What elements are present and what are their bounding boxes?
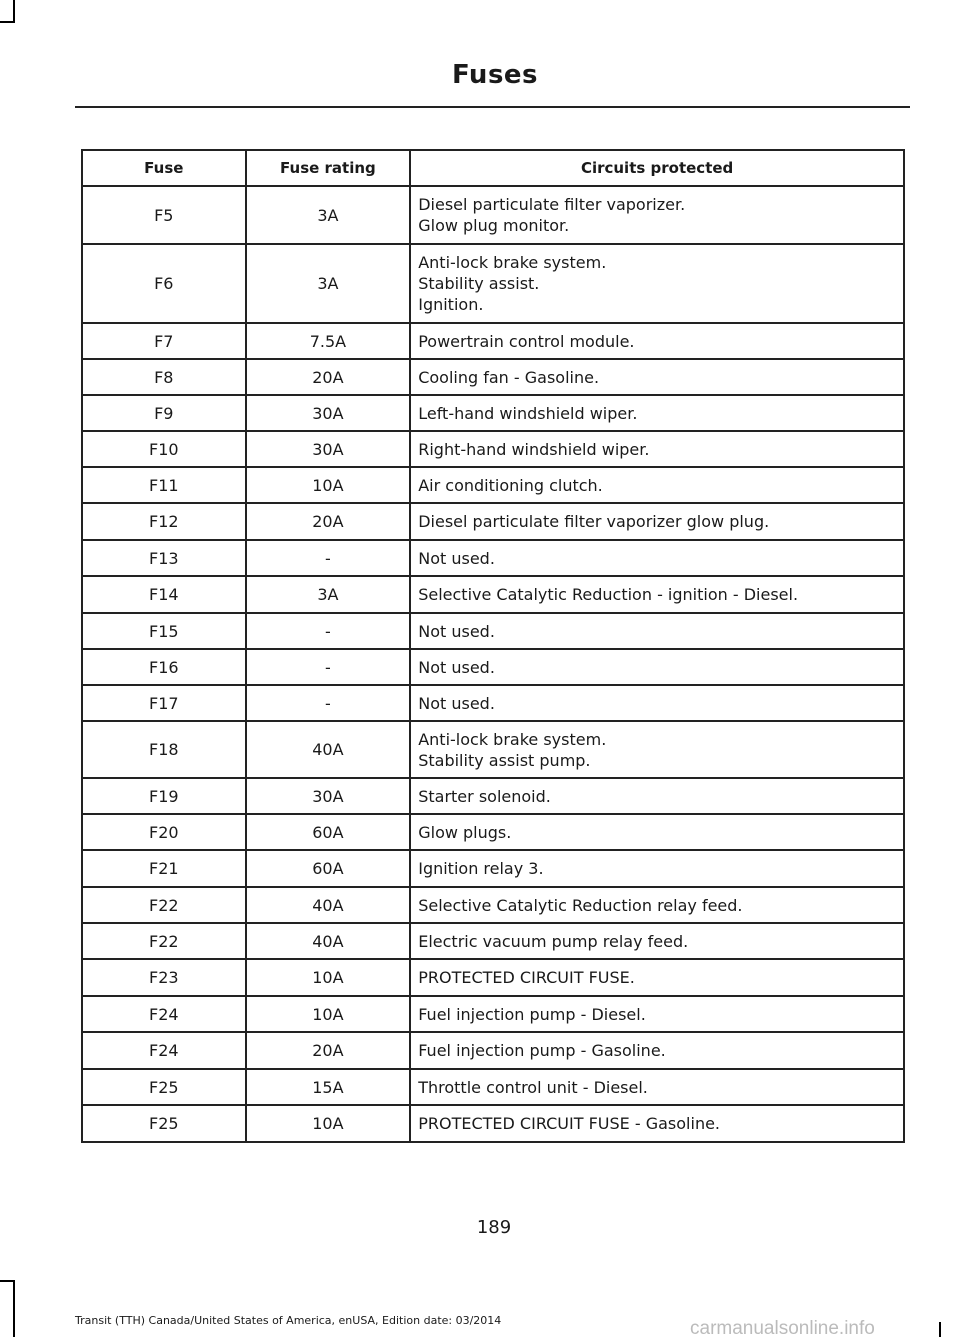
circuit-line: Powertrain control module. — [418, 331, 635, 351]
fuse-rating-cell: - — [246, 649, 411, 685]
circuit-line: Not used. — [418, 548, 495, 568]
fuse-rating-cell: 10A — [246, 959, 411, 996]
fuse-rating-cell: 3A — [246, 186, 411, 244]
page-number: 189 — [476, 1217, 512, 1238]
circuits-protected-cell — [410, 996, 904, 1032]
fuse-cell: F25 — [82, 1105, 246, 1142]
fuse-rating-cell: 3A — [246, 576, 411, 613]
fuse-cell: F11 — [82, 467, 246, 503]
fuse-cell: F21 — [82, 850, 246, 887]
circuits-protected-cell — [410, 244, 904, 323]
table-row — [82, 431, 904, 467]
table-row — [82, 959, 904, 996]
fuse-cell: F23 — [82, 959, 246, 996]
fuse-rating-cell: 10A — [246, 1105, 411, 1142]
circuits-protected-cell — [410, 1069, 904, 1105]
table-row — [82, 887, 904, 923]
fuse-cell: F16 — [82, 649, 246, 685]
fuse-rating-cell: 60A — [246, 814, 411, 850]
table-row — [82, 613, 904, 649]
table-row — [82, 576, 904, 613]
table-row — [82, 923, 904, 959]
circuit-line: Fuel injection pump - Diesel. — [418, 1004, 646, 1024]
circuit-line: Anti-lock brake system. — [418, 253, 607, 272]
table-row — [82, 359, 904, 395]
circuit-line: Stability assist pump. — [418, 750, 591, 770]
circuits-protected-cell — [410, 186, 904, 244]
fuse-cell: F24 — [82, 996, 246, 1032]
table-row — [82, 503, 904, 540]
circuit-line: Not used. — [418, 693, 495, 713]
circuit-line: Right-hand windshield wiper. — [418, 439, 650, 459]
fuse-cell: F22 — [82, 923, 246, 959]
fuse-rating-cell: 30A — [246, 431, 411, 467]
circuit-line: Throttle control unit - Diesel. — [418, 1077, 648, 1097]
table-row — [82, 1105, 904, 1142]
crop-mark-bottom-left-horizontal — [0, 1280, 15, 1282]
fuse-cell: F14 — [82, 576, 246, 613]
circuits-protected-cell — [410, 923, 904, 959]
fuse-rating-cell: 10A — [246, 467, 411, 503]
crop-mark-top-left-horizontal — [0, 21, 15, 23]
circuit-line: Starter solenoid. — [418, 786, 551, 806]
circuits-protected-cell — [410, 359, 904, 395]
table-row — [82, 540, 904, 576]
table-row — [82, 685, 904, 721]
circuits-protected-cell — [410, 778, 904, 814]
fuse-rating-cell: 20A — [246, 1032, 411, 1069]
circuit-line: Air conditioning clutch. — [418, 475, 603, 495]
fuse-rating-cell: 15A — [246, 1069, 411, 1105]
page-title: Fuses — [451, 60, 539, 90]
fuse-table — [81, 149, 905, 1143]
fuse-rating-cell: 7.5A — [246, 323, 411, 359]
circuits-protected-cell — [410, 1032, 904, 1069]
circuit-line: Selective Catalytic Reduction - ignition - Diesel. — [418, 585, 799, 604]
table-header-row — [82, 150, 904, 186]
circuits-protected-cell — [410, 814, 904, 850]
circuit-line: Glow plugs. — [418, 822, 512, 842]
table-row — [82, 814, 904, 850]
fuse-cell: F18 — [82, 721, 246, 778]
circuit-line: PROTECTED CIRCUIT FUSE - Gasoline. — [418, 1114, 721, 1133]
fuse-rating-cell: - — [246, 685, 411, 721]
table-row — [82, 850, 904, 887]
table-row — [82, 395, 904, 431]
fuse-cell: F17 — [82, 685, 246, 721]
circuit-line: Ignition relay 3. — [418, 859, 544, 878]
fuse-cell: F10 — [82, 431, 246, 467]
circuits-protected-cell — [410, 323, 904, 359]
fuse-rating-cell: - — [246, 540, 411, 576]
circuits-protected-cell — [410, 649, 904, 685]
watermark: carmanualsonline.info — [690, 1318, 875, 1339]
fuse-rating-cell: 60A — [246, 850, 411, 887]
fuse-rating-cell: 20A — [246, 359, 411, 395]
circuit-line: Cooling fan - Gasoline. — [418, 367, 600, 387]
footer-edition-text: Transit (TTH) Canada/United States of America, enUSA, Edition date: 03/2014 — [75, 1314, 502, 1327]
circuit-line: Anti-lock brake system. — [418, 729, 607, 749]
circuit-line: Fuel injection pump - Gasoline. — [418, 1041, 666, 1060]
circuits-protected-cell — [410, 685, 904, 721]
fuse-cell: F22 — [82, 887, 246, 923]
circuit-line: Selective Catalytic Reduction relay feed. — [418, 895, 743, 915]
circuit-line: PROTECTED CIRCUIT FUSE. — [418, 968, 635, 987]
circuits-protected-cell — [410, 850, 904, 887]
circuit-line: Not used. — [418, 657, 495, 677]
circuits-protected-cell — [410, 540, 904, 576]
circuits-protected-cell — [410, 721, 904, 778]
circuit-line: Diesel particulate filter vaporizer. — [418, 195, 686, 214]
circuit-line: Ignition. — [418, 295, 484, 314]
circuit-line: Stability assist. — [418, 274, 540, 293]
fuse-cell: F25 — [82, 1069, 246, 1105]
fuse-rating-cell: - — [246, 613, 411, 649]
fuse-cell: F15 — [82, 613, 246, 649]
circuits-protected-cell — [410, 503, 904, 540]
title-rule — [75, 106, 910, 108]
fuse-rating-cell: 40A — [246, 923, 411, 959]
fuse-rating-cell: 10A — [246, 996, 411, 1032]
fuse-cell: F20 — [82, 814, 246, 850]
fuse-rating-cell: 30A — [246, 395, 411, 431]
circuits-protected-cell — [410, 959, 904, 996]
table-row — [82, 1069, 904, 1105]
fuse-rating-cell: 20A — [246, 503, 411, 540]
circuits-protected-cell — [410, 613, 904, 649]
fuse-rating-cell: 40A — [246, 887, 411, 923]
circuits-protected-cell — [410, 467, 904, 503]
crop-mark-bottom-left-vertical — [13, 1280, 15, 1337]
table-row — [82, 996, 904, 1032]
fuse-cell: F5 — [82, 186, 246, 244]
fuse-rating-cell: 30A — [246, 778, 411, 814]
header-fuse: Fuse — [82, 150, 246, 186]
fuse-cell: F13 — [82, 540, 246, 576]
header-fuse-rating: Fuse rating — [246, 150, 411, 186]
circuits-protected-cell — [410, 395, 904, 431]
fuse-cell: F24 — [82, 1032, 246, 1069]
circuit-line: Not used. — [418, 621, 495, 641]
table-row — [82, 323, 904, 359]
fuse-cell: F8 — [82, 359, 246, 395]
fuse-rating-cell: 3A — [246, 244, 411, 323]
circuit-line: Left-hand windshield wiper. — [418, 403, 638, 423]
circuits-protected-cell — [410, 1105, 904, 1142]
header-circuits-protected: Circuits protected — [410, 150, 904, 186]
table-row — [82, 244, 904, 323]
fuse-cell: F7 — [82, 323, 246, 359]
fuse-cell: F6 — [82, 244, 246, 323]
circuits-protected-cell — [410, 887, 904, 923]
fuse-cell: F19 — [82, 778, 246, 814]
circuit-line: Glow plug monitor. — [418, 216, 570, 235]
table-row — [82, 778, 904, 814]
table-row — [82, 721, 904, 778]
table-row — [82, 649, 904, 685]
circuits-protected-cell — [410, 576, 904, 613]
fuse-cell: F9 — [82, 395, 246, 431]
circuits-protected-cell — [410, 431, 904, 467]
circuit-line: Diesel particulate filter vaporizer glow plug. — [418, 512, 770, 531]
fuse-rating-cell: 40A — [246, 721, 411, 778]
crop-mark-bottom-right-vertical — [939, 1322, 941, 1337]
table-row — [82, 1032, 904, 1069]
circuit-line: Electric vacuum pump relay feed. — [418, 931, 689, 951]
fuse-cell: F12 — [82, 503, 246, 540]
table-row — [82, 467, 904, 503]
table-row — [82, 186, 904, 244]
crop-mark-top-left-vertical — [13, 0, 15, 22]
